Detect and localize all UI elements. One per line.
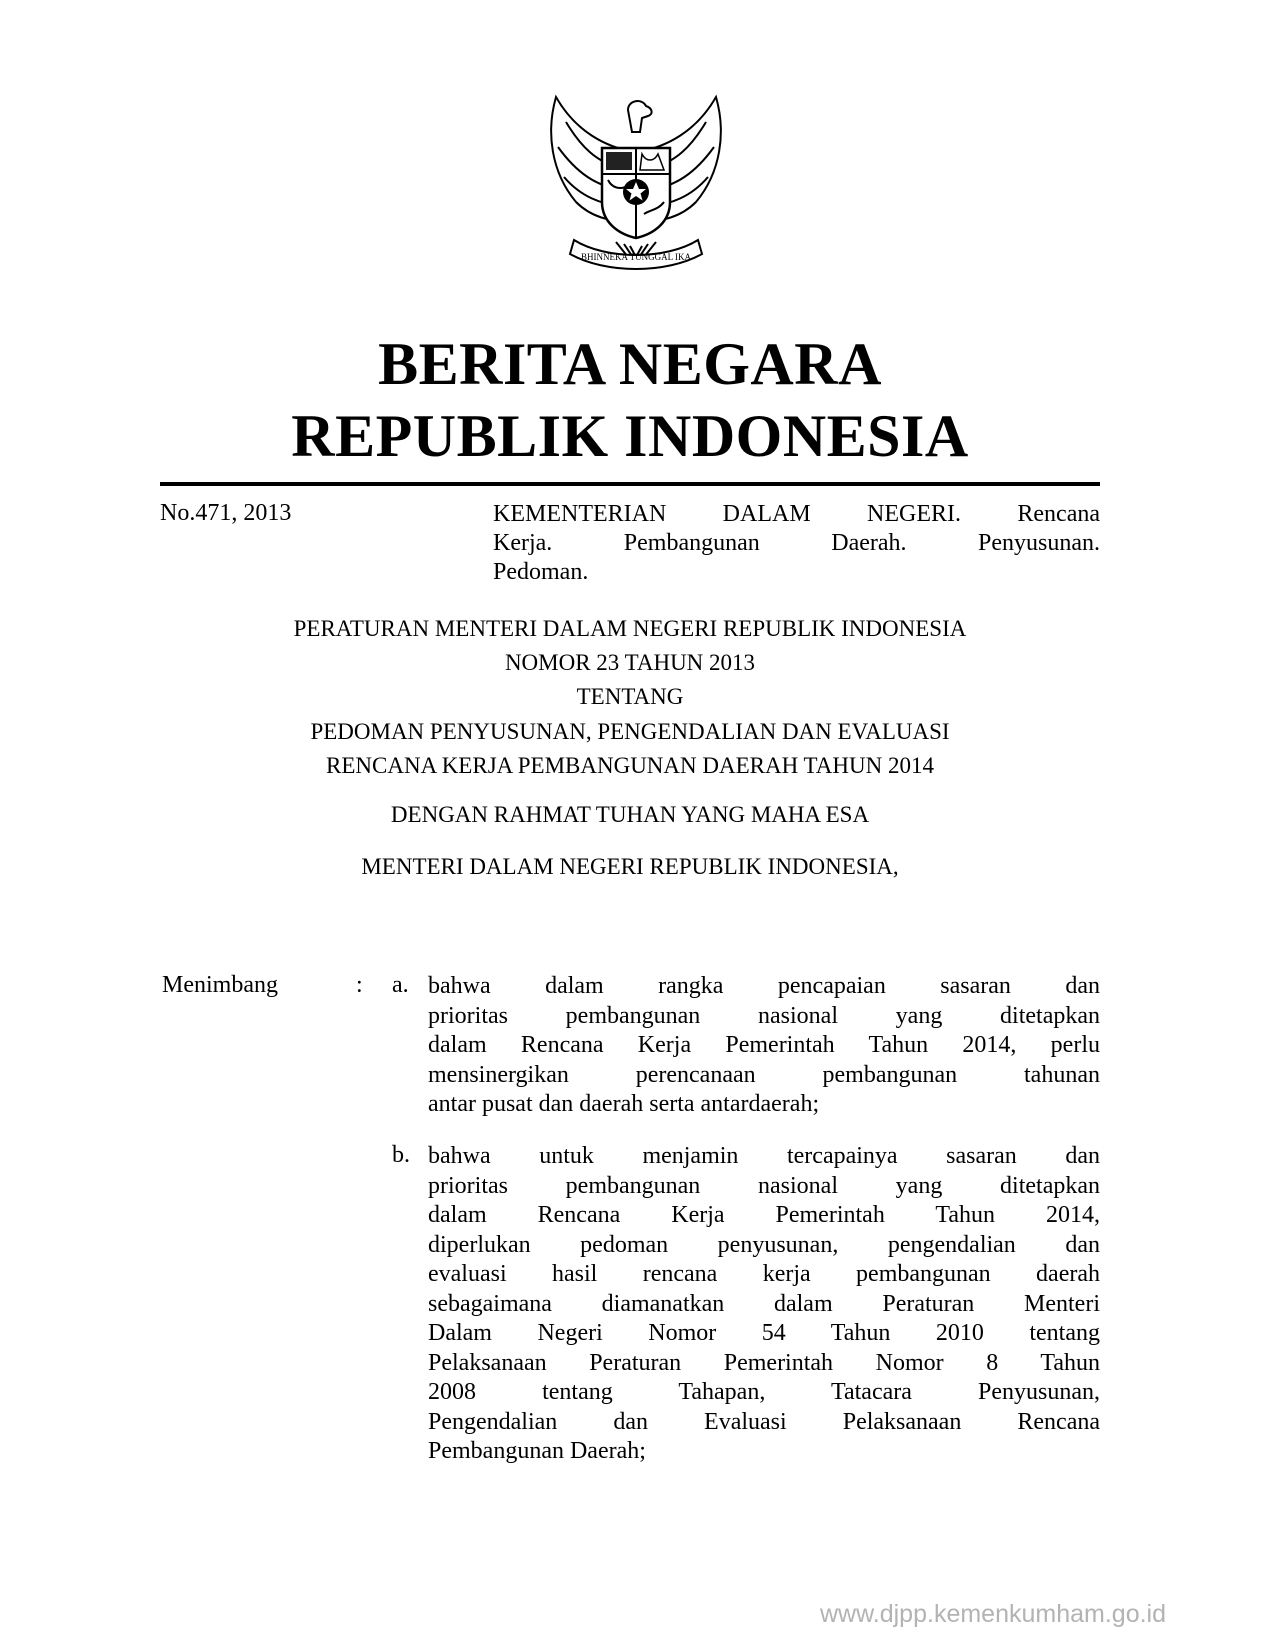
- subject-line: Kerja. Pembangunan Daerah. Penyusunan.: [493, 530, 1100, 556]
- item-line: antar pusat dan daerah serta antardaerah;: [428, 1091, 820, 1117]
- subject-line: Pedoman.: [493, 559, 589, 585]
- item-line: bahwa untuk menjamin tercapainya sasaran dan: [428, 1143, 1100, 1169]
- item-line: Pengendalian dan Evaluasi Pelaksanaan Rencana: [428, 1408, 1100, 1435]
- item-line: diperlukan pedoman penyusunan, pengendalian dan: [428, 1231, 1100, 1258]
- emblem-motto: BHINNEKA TUNGGAL IKA: [581, 252, 691, 262]
- item-letter-a: a.: [392, 972, 409, 998]
- regulation-title-line: PERATURAN MENTERI DALAM NEGERI REPUBLIK INDONESIA: [293, 616, 967, 641]
- item-line: prioritas pembangunan nasional yang ditetapkan: [428, 1002, 1100, 1029]
- menimbang-item-a: [428, 972, 1100, 1120]
- masthead-title-line1: BERITA NEGARA: [378, 331, 882, 397]
- website-watermark: www.djpp.kemenkumham.go.id: [820, 1600, 1166, 1628]
- regulation-subject-line: RENCANA KERJA PEMBANGUNAN DAERAH TAHUN 2014: [326, 753, 934, 778]
- item-line: dalam Rencana Kerja Pemerintah Tahun 2014,: [428, 1202, 1100, 1228]
- regulation-minister: MENTERI DALAM NEGERI REPUBLIK INDONESIA,: [361, 854, 899, 879]
- item-line: Pembangunan Daerah;: [428, 1438, 646, 1464]
- item-line: bahwa dalam rangka pencapaian sasaran dan: [428, 973, 1100, 999]
- item-line: dalam Rencana Kerja Pemerintah Tahun 2014, perlu: [428, 1032, 1100, 1058]
- item-line: Dalam Negeri Nomor 54 Tahun 2010 tentang: [428, 1320, 1100, 1346]
- regulation-preamble: DENGAN RAHMAT TUHAN YANG MAHA ESA: [390, 802, 870, 827]
- item-line: Pelaksanaan Peraturan Pemerintah Nomor 8 Tahun: [428, 1349, 1100, 1376]
- menimbang-item-b: [428, 1142, 1100, 1467]
- item-line: mensinergikan perencanaan pembangunan tahunan: [428, 1061, 1100, 1088]
- subject-line: KEMENTERIAN DALAM NEGERI. Rencana: [493, 501, 1100, 527]
- item-line: 2008 tentang Tahapan, Tatacara Penyusunan,: [428, 1379, 1100, 1405]
- menimbang-label: Menimbang: [162, 972, 278, 998]
- regulation-number: NOMOR 23 TAHUN 2013: [504, 650, 756, 675]
- publication-number: No.471, 2013: [160, 500, 292, 526]
- publication-subject: [493, 500, 1100, 587]
- item-letter-b: b.: [392, 1142, 410, 1168]
- regulation-subject-line: PEDOMAN PENYUSUNAN, PENGENDALIAN DAN EVALUASI: [310, 719, 950, 744]
- item-line: evaluasi hasil rencana kerja pembangunan daerah: [428, 1261, 1100, 1287]
- item-line: sebagaimana diamanatkan dalam Peraturan Menteri: [428, 1290, 1100, 1317]
- masthead-divider: [160, 482, 1100, 486]
- item-line: prioritas pembangunan nasional yang ditetapkan: [428, 1172, 1100, 1199]
- menimbang-colon: :: [356, 972, 363, 998]
- masthead-title-line2: REPUBLIK INDONESIA: [291, 403, 969, 469]
- regulation-about: TENTANG: [576, 684, 684, 709]
- garuda-emblem-icon: [536, 92, 736, 287]
